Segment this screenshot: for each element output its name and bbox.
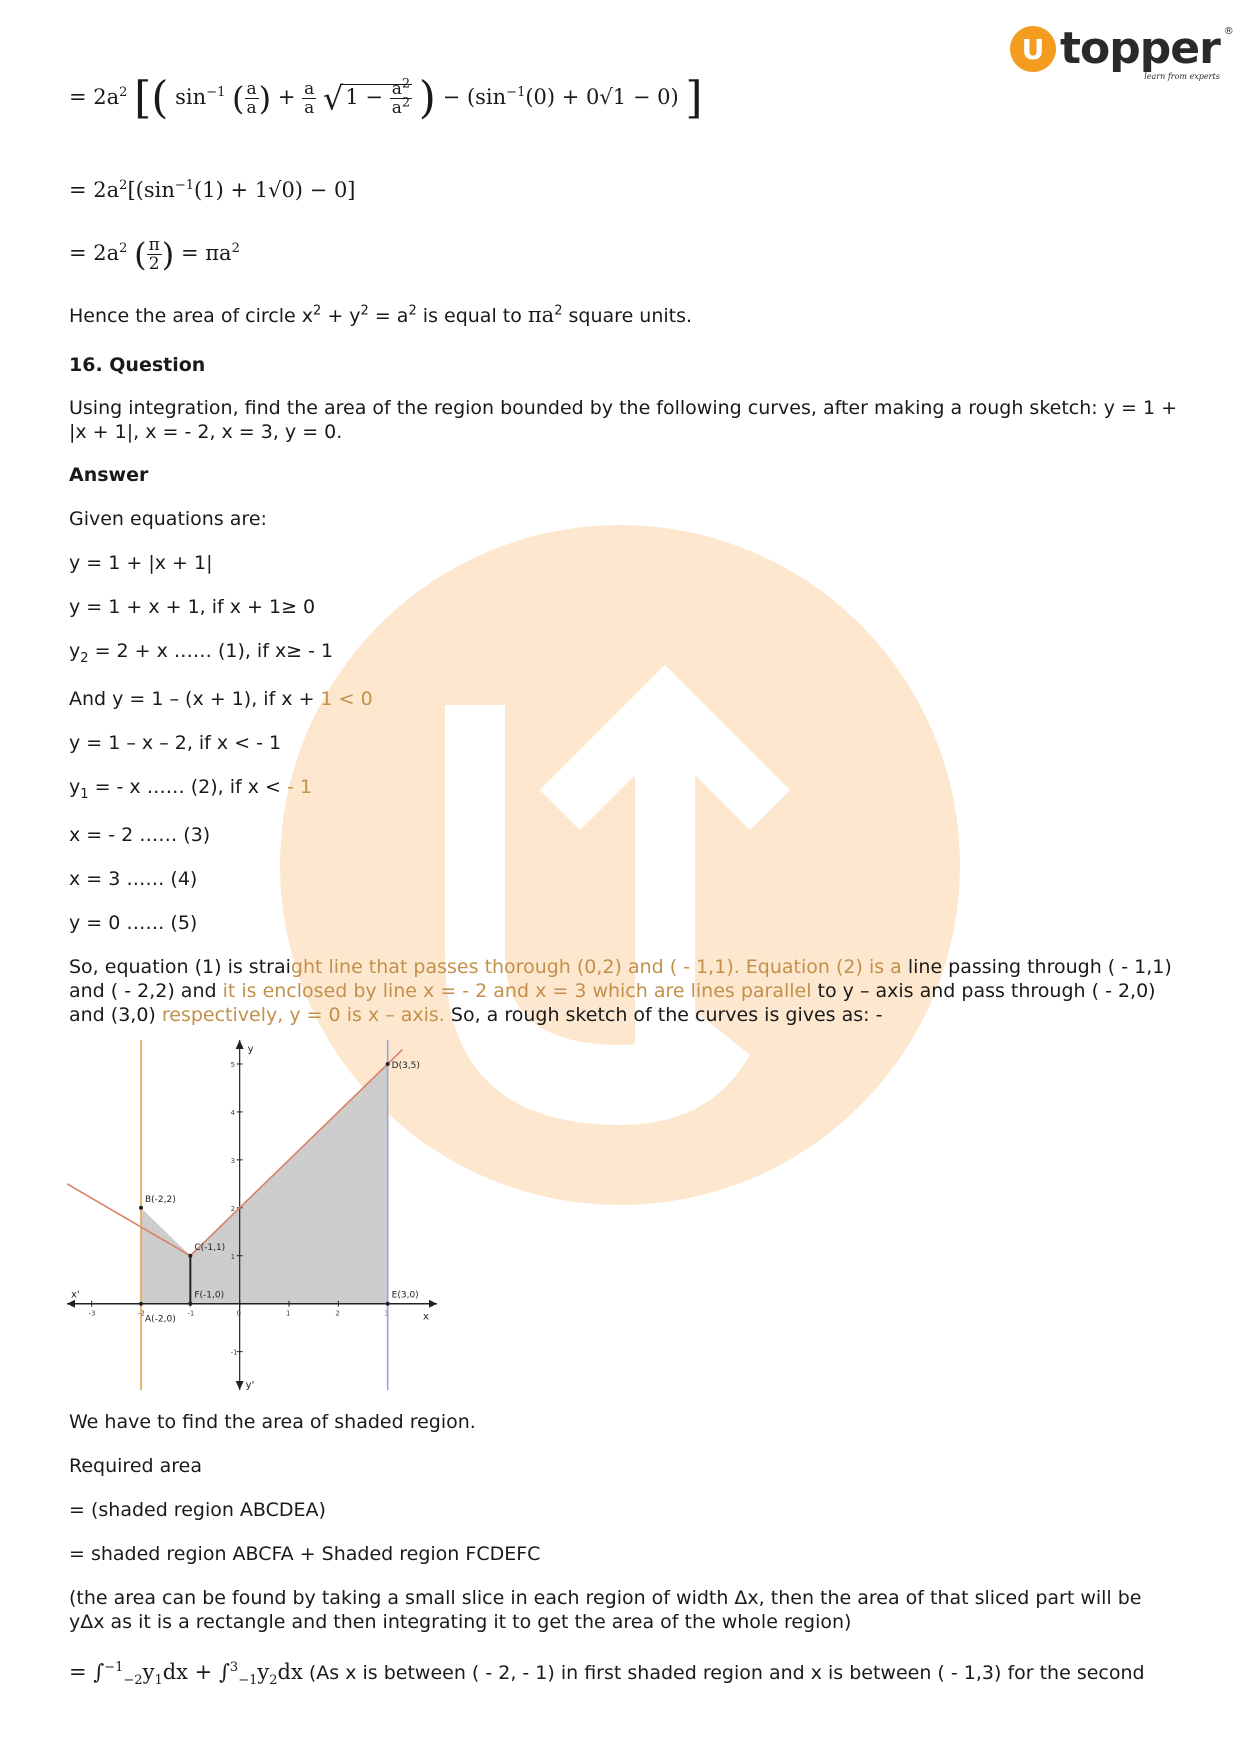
neg-y-axis-label: y': [245, 1380, 255, 1390]
point-label: F(-1,0): [194, 1290, 225, 1301]
point-marker: [139, 1206, 143, 1210]
math-text: = 2a: [69, 178, 120, 202]
y-tick-label: 1: [230, 1252, 236, 1261]
math-fraction: [245, 80, 259, 117]
point-marker: [386, 1302, 390, 1306]
math-paren: ): [161, 235, 175, 274]
point-label: E(3,0): [391, 1290, 419, 1301]
question-text: Using integration, find the area of the region bounded by the following curves, after making a rough sketch: y = 1 + |x + 1|, x = - 2, x = 3, y = 0.: [69, 397, 1178, 443]
math-text: 1 −: [345, 85, 383, 109]
point-marker: [386, 1062, 390, 1066]
text: = - x …… (2), if x <: [88, 776, 287, 798]
math-text: dx + ∫: [162, 1660, 230, 1684]
math-text: +: [277, 85, 296, 109]
y-arrow-icon: [236, 1040, 244, 1049]
text: line passing through ( - 1,1) and ( - 2,2) and: [69, 956, 1172, 1002]
equation: x = 3 …… (4): [69, 868, 198, 890]
math-text: [(sin: [127, 178, 175, 202]
text: ght line that passes thorough (0,2) and ( - 1,1). Equation (2) is a: [290, 956, 902, 978]
brand-registered: ®: [1223, 26, 1234, 37]
math-paren: ): [258, 79, 272, 118]
x-arrow-icon: [429, 1300, 437, 1308]
math-text: y: [142, 1660, 155, 1684]
y-tick-label: 3: [230, 1156, 236, 1165]
brand-mark-icon: U: [1010, 26, 1056, 72]
point-marker: [188, 1302, 192, 1306]
math-pi: πa: [527, 303, 555, 327]
subscript: 1: [80, 786, 89, 802]
x-tick-label: -2: [138, 1309, 145, 1318]
y-tick-label: 5: [230, 1060, 236, 1069]
x-tick-label: -3: [88, 1309, 96, 1318]
math-text: = 2a: [69, 85, 120, 109]
text: to y – axis and pass through ( - 2,0) and (3,0): [69, 980, 1156, 1026]
text: = 2 + x …… (1), if x≥ - 1: [88, 640, 334, 662]
exp: 2: [360, 303, 369, 319]
neg-x-arrow-icon: [67, 1300, 75, 1308]
x-tick-label: 3: [384, 1309, 390, 1318]
text: And y = 1 – (x + 1), if x +: [69, 688, 321, 710]
x-tick-label: -1: [187, 1309, 195, 1318]
math-text: = 2a: [69, 241, 120, 265]
math-paren: (: [232, 79, 245, 118]
math-fraction: [390, 76, 412, 118]
equation: x = - 2 …… (3): [69, 824, 211, 846]
math-text: (sin: [466, 85, 507, 109]
text: Hence the area of circle x: [69, 305, 313, 327]
text: - 1: [287, 776, 312, 798]
text: So, a rough sketch of the curves is gives as: -: [444, 1004, 883, 1026]
math-radicand: [343, 76, 412, 118]
text: + y: [321, 305, 361, 327]
y-tick-label: -1: [230, 1348, 238, 1357]
math-text: (1) + 1√0) − 0]: [194, 178, 356, 202]
area-step-1: = (shaded region ABCDEA): [69, 1499, 326, 1521]
equation: y = 1 + x + 1, if x + 1≥ 0: [69, 596, 316, 618]
hence-line: [69, 303, 692, 328]
text: (As x is between ( - 2, - 1) in first shaded region and x is between ( - 1,3) for the second: [302, 1662, 1145, 1684]
math-text: dx: [277, 1660, 303, 1684]
brand-logo[interactable]: [1010, 23, 1234, 81]
text: So, equation (1) is strai: [69, 956, 291, 978]
point-label: A(-2,0): [145, 1314, 176, 1325]
text: y: [69, 640, 81, 662]
frac-num: a: [304, 79, 315, 99]
x-tick-label: 2: [335, 1309, 340, 1318]
text: it is enclosed by line x = - 2 and x = 3 which are lines parallel: [222, 980, 812, 1002]
question-title: 16. Question: [69, 354, 206, 376]
upper-limit: −1: [104, 1660, 124, 1675]
equation: y = 1 + |x + 1|: [69, 552, 213, 574]
frac-den: 2: [148, 254, 160, 274]
y-tick-label: 4: [230, 1108, 236, 1117]
math-text: a: [391, 79, 402, 99]
point-label: B(-2,2): [145, 1194, 176, 1205]
frac-den: $a^2$: [391, 95, 411, 118]
math-text: = πa: [180, 241, 232, 265]
equation: y = 1 – x – 2, if x < - 1: [69, 732, 282, 754]
shade-intro: We have to find the area of shaded region.: [69, 1411, 476, 1433]
math-line-1: = $2a^2$ [( $\sin^{-1}$ ( $\frac{a}{a}$ ) + $\frac{a}{a}$ √1 − $\frac{a^2}{a^2}$ ) − $(\sin^{-1}(0) + 0√1 - 0)$ ]: [69, 72, 703, 124]
frac-num: π: [148, 235, 160, 255]
math-exp: −1: [206, 85, 226, 100]
math-line-3: = $2a^2$ ( $\frac{\pi}{2}$ ) = $\pi a^2$: [69, 235, 240, 274]
area-step-2: = shaded region ABCFA + Shaded region FCDEFC: [69, 1543, 541, 1565]
integral-expression: [69, 1660, 303, 1689]
text: y: [69, 776, 81, 798]
x-tick-label: 0: [236, 1309, 242, 1318]
neg-y-arrow-icon: [236, 1381, 244, 1390]
subscript: 2: [269, 1673, 278, 1689]
exp: 2: [554, 303, 563, 319]
math-text: sin: [175, 85, 207, 109]
frac-num: $a^2$: [391, 76, 411, 99]
equation: [69, 639, 334, 666]
region-sketch-chart: [67, 1040, 437, 1390]
frac-num: a: [246, 79, 257, 99]
text: 1 < 0: [320, 688, 373, 710]
text: respectively, y = 0 is x – axis.: [161, 1004, 445, 1026]
neg-x-axis-label: x': [71, 1289, 80, 1301]
explanation-paragraph: [69, 955, 1179, 1027]
math-bracket: [(: [134, 72, 169, 124]
slice-explanation: (the area can be found by taking a small slice in each region of width Δx, then the area of that sliced part will be yΔx as it is a rectangle and then integrating it to get the area of the whole region): [69, 1587, 1142, 1633]
math-fraction: [302, 80, 316, 117]
integral-line: [69, 1660, 1145, 1689]
x-axis-label: x: [423, 1311, 429, 1323]
math-paren: ): [418, 72, 436, 124]
lower-limit: −1: [238, 1673, 258, 1689]
text: square units.: [562, 305, 693, 327]
math-text: a: [391, 98, 402, 118]
brand-name: topper: [1060, 23, 1220, 74]
frac-den: a: [246, 98, 257, 118]
text: is equal to: [416, 305, 528, 327]
equation: y = 0 …… (5): [69, 912, 198, 934]
answer-title: Answer: [69, 464, 149, 486]
given-text: Given equations are:: [69, 508, 267, 530]
math-text: −: [442, 85, 461, 109]
math-fraction: [147, 236, 162, 273]
brand-tagline: learn from experts: [1144, 72, 1220, 81]
equation: [69, 687, 373, 711]
subscript: 2: [80, 650, 89, 666]
point-label: D(3,5): [391, 1060, 420, 1071]
text: = a: [368, 305, 409, 327]
exp: 2: [313, 303, 322, 319]
point-marker: [139, 1302, 143, 1306]
exp: 2: [408, 303, 417, 319]
y-axis-label: y: [247, 1044, 254, 1055]
point-label: C(-1,1): [194, 1242, 226, 1253]
math-radical-icon: √: [322, 79, 344, 118]
math-paren: (: [134, 235, 147, 274]
upper-limit: 3: [229, 1660, 239, 1675]
math-text: (0) + 0√1 − 0): [525, 85, 679, 109]
y-tick-label: 2: [230, 1204, 236, 1213]
lower-limit: −2: [123, 1673, 143, 1689]
math-text: = ∫: [69, 1660, 105, 1684]
frac-den: a: [304, 98, 315, 118]
required-area: Required area: [69, 1455, 202, 1477]
math-text: y: [257, 1660, 270, 1684]
point-marker: [188, 1254, 192, 1258]
math-line-2: = $2a^2[(\sin^{-1}(1) + 1√0) - 0]$: [69, 178, 356, 202]
subscript: 1: [154, 1673, 163, 1689]
x-tick-label: 1: [286, 1309, 291, 1318]
math-bracket: ]: [685, 72, 703, 124]
equation: [69, 775, 312, 802]
